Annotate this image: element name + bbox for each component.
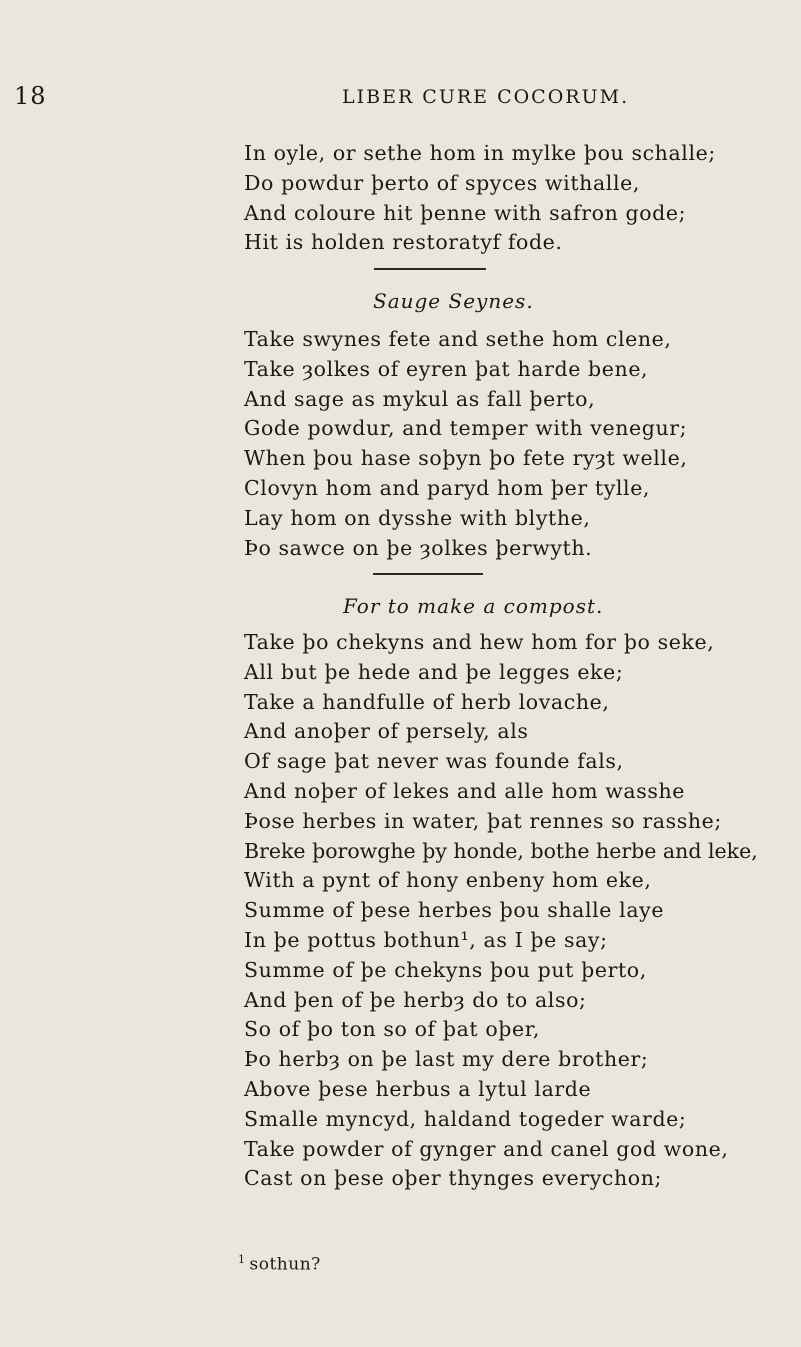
section-divider xyxy=(374,268,486,270)
verse-line: Cast on þese oþer thynges everychon; xyxy=(244,1166,663,1191)
recipe-compost xyxy=(244,628,758,1194)
verse-line: And coloure hit þenne with safron gode; xyxy=(244,200,687,225)
verse-line: Hit is holden restoratyf fode. xyxy=(244,230,563,255)
verse-line: When þou hase soþyn þo fete ryȝt welle, xyxy=(244,446,688,471)
verse-line: Take a handfulle of herb lovache, xyxy=(244,689,610,714)
verse-line: Summe of þese herbes þou shalle laye xyxy=(244,898,665,923)
footnote-text: sothun? xyxy=(249,1254,321,1275)
verse-line: In þe pottus bothun¹, as I þe say; xyxy=(244,927,608,952)
recipe-sauge-seynes xyxy=(244,325,687,563)
verse-line: And sage as mykul as fall þerto, xyxy=(244,386,596,411)
recipe-title-sauge-seynes: Sauge Seynes. xyxy=(373,289,534,313)
verse-line: Take powder of gynger and canel god wone, xyxy=(244,1136,729,1161)
verse-line: In oyle, or sethe hom in mylke þou schalle; xyxy=(244,141,716,165)
verse-line: Take ȝolkes of eyren þat harde bene, xyxy=(244,356,649,381)
verse-line: Take þo chekyns and hew hom for þo seke, xyxy=(244,630,715,654)
verse-line: Lay hom on dysshe with blythe, xyxy=(244,505,591,530)
footnote-marker: 1 xyxy=(238,1253,246,1266)
running-head: LIBER CURE COCORUM. xyxy=(342,86,630,108)
verse-line: Þo sawce on þe ȝolkes þerwyth. xyxy=(244,535,593,560)
verse-line: Summe of þe chekyns þou put þerto, xyxy=(244,957,647,982)
verse-line: And þen of þe herbȝ do to also; xyxy=(244,987,587,1012)
verse-line: Take swynes fete and sethe hom clene, xyxy=(244,327,672,351)
verse-line: Breke þorowghe þy honde, bothe herbe and leke, xyxy=(244,838,758,863)
verse-line: Þo herbȝ on þe last my dere brother; xyxy=(244,1047,649,1072)
footnote xyxy=(238,1253,321,1275)
verse-line: And anoþer of persely, als xyxy=(244,719,529,744)
verse-line: With a pynt of hony enbeny hom eke, xyxy=(244,868,652,893)
verse-line: Clovyn hom and paryd hom þer tylle, xyxy=(244,475,651,500)
verse-line: And noþer of lekes and alle hom wasshe xyxy=(244,778,685,803)
recipe-title-compost: For to make a compost. xyxy=(343,594,604,618)
intro-stanza xyxy=(244,139,716,258)
section-divider xyxy=(373,573,483,575)
verse-line: Do powdur þerto of spyces withalle, xyxy=(244,170,640,195)
page-number: 18 xyxy=(14,82,47,110)
page-header xyxy=(0,82,801,112)
verse-line: Of sage þat never was founde fals, xyxy=(244,749,624,774)
verse-line: Smalle myncyd, haldand togeder warde; xyxy=(244,1106,687,1131)
verse-line: Above þese herbus a lytul larde xyxy=(244,1076,592,1101)
verse-line: Þose herbes in water, þat rennes so rasshe; xyxy=(244,808,722,833)
verse-line: So of þo ton so of þat oþer, xyxy=(244,1017,541,1042)
verse-line: Gode powdur, and temper with venegur; xyxy=(244,416,688,441)
verse-line: All but þe hede and þe legges eke; xyxy=(244,659,624,684)
